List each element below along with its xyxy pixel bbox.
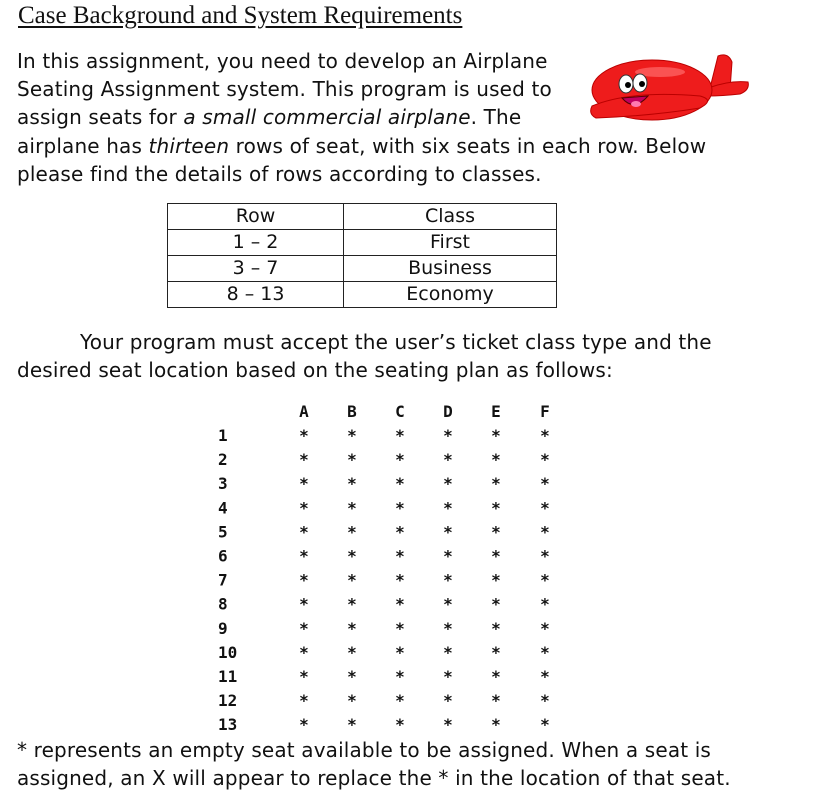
intro-line-4-c: rows of seat, with six seats in each row. Below [229, 134, 707, 158]
seat-marker: * [347, 618, 357, 638]
seat-row-label: 8 [218, 594, 228, 614]
seat-column-label: E [491, 402, 501, 421]
seat-marker: * [491, 498, 501, 518]
seat-marker: * [491, 642, 501, 662]
seat-column-label: D [443, 402, 453, 421]
seat-marker: * [540, 594, 550, 614]
airplane-mascot-icon [590, 50, 750, 128]
seat-marker: * [443, 498, 453, 518]
seat-marker: * [347, 522, 357, 542]
seat-marker: * [540, 570, 550, 590]
seat-marker: * [395, 522, 405, 542]
seat-marker: * [443, 715, 453, 735]
seat-marker: * [540, 498, 550, 518]
seat-column-label: A [299, 402, 309, 421]
row-range: 3 – 7 [168, 256, 344, 282]
seat-row-label: 10 [218, 642, 238, 662]
seat-marker: * [347, 715, 357, 735]
seat-marker: * [540, 426, 550, 445]
seat-column-label: F [540, 402, 550, 421]
seat-marker: * [443, 667, 453, 686]
seat-marker: * [491, 522, 501, 542]
seat-marker: * [299, 642, 309, 662]
intro-line-3-a: assign seats for [17, 105, 184, 129]
seat-marker: * [443, 594, 453, 614]
seat-marker: * [347, 594, 357, 614]
seat-marker: * [540, 618, 550, 638]
seat-row-label: 9 [218, 618, 228, 638]
seat-marker: * [443, 691, 453, 711]
seat-row-label: 13 [218, 715, 238, 735]
seat-marker: * [491, 546, 501, 566]
seat-row-label: 5 [218, 522, 228, 542]
intro-line-3 [17, 105, 521, 129]
seat-marker: * [491, 426, 501, 445]
seat-marker: * [540, 546, 550, 566]
seat-marker: * [395, 546, 405, 566]
seat-row-label: 6 [218, 546, 228, 566]
seat-marker: * [540, 474, 550, 494]
seat-row-label: 2 [218, 450, 228, 470]
seat-marker: * [347, 474, 357, 494]
seat-marker: * [491, 715, 501, 735]
seat-marker: * [299, 450, 309, 470]
seat-marker: * [347, 642, 357, 662]
seat-marker: * [347, 667, 357, 686]
seat-marker: * [299, 498, 309, 518]
class-name: Economy [344, 282, 557, 308]
class-name: First [344, 230, 557, 256]
class-table [167, 203, 557, 308]
intro-line-1: In this assignment, you need to develop an Airplane [17, 49, 548, 73]
seat-marker: * [395, 642, 405, 662]
seat-marker: * [443, 546, 453, 566]
seat-row-label: 4 [218, 498, 228, 518]
seat-row-label: 7 [218, 570, 228, 590]
seat-marker: * [491, 667, 501, 686]
seat-marker: * [443, 522, 453, 542]
seat-row-label: 11 [218, 667, 238, 686]
header-row: Row [168, 204, 344, 230]
seat-marker: * [299, 715, 309, 735]
seat-marker: * [491, 691, 501, 711]
class-table-header [168, 204, 557, 230]
seat-marker: * [347, 546, 357, 566]
plan-intro-line-1: Your program must accept the user’s ticket class type and the [80, 330, 712, 354]
seat-marker: * [540, 715, 550, 735]
seat-marker: * [395, 594, 405, 614]
seat-marker: * [540, 667, 550, 686]
intro-line-5: please find the details of rows according to classes. [17, 162, 542, 186]
footer-line-2: assigned, an X will appear to replace the * in the location of that seat. [17, 766, 731, 790]
seat-marker: * [395, 691, 405, 711]
intro-line-4-a: airplane has [17, 134, 149, 158]
table-row [168, 256, 557, 282]
seat-marker: * [395, 667, 405, 686]
seat-marker: * [299, 570, 309, 590]
seat-marker: * [540, 691, 550, 711]
seat-column-label: C [395, 402, 405, 421]
seat-marker: * [347, 570, 357, 590]
seat-marker: * [347, 450, 357, 470]
seat-marker: * [443, 474, 453, 494]
seat-marker: * [491, 618, 501, 638]
seat-row-label: 1 [218, 426, 228, 445]
seat-row-label: 12 [218, 691, 238, 711]
seat-marker: * [443, 426, 453, 445]
seat-marker: * [395, 570, 405, 590]
seat-marker: * [395, 498, 405, 518]
seat-marker: * [491, 474, 501, 494]
seat-marker: * [395, 618, 405, 638]
class-name: Business [344, 256, 557, 282]
seat-marker: * [540, 450, 550, 470]
seat-marker: * [540, 642, 550, 662]
intro-line-3-emphasis: a small commercial airplane [183, 105, 471, 129]
table-row [168, 282, 557, 308]
seat-marker: * [491, 450, 501, 470]
seat-marker: * [347, 426, 357, 445]
seat-row-label: 3 [218, 474, 228, 494]
table-row [168, 230, 557, 256]
intro-line-3-c: . The [470, 105, 522, 129]
row-range: 1 – 2 [168, 230, 344, 256]
seat-marker: * [395, 474, 405, 494]
intro-line-4 [17, 134, 706, 158]
seat-marker: * [299, 426, 309, 445]
seat-marker: * [395, 715, 405, 735]
seat-marker: * [299, 618, 309, 638]
header-class: Class [344, 204, 557, 230]
seat-marker: * [299, 546, 309, 566]
seat-marker: * [299, 667, 309, 686]
seat-marker: * [299, 691, 309, 711]
seat-marker: * [299, 522, 309, 542]
seat-marker: * [395, 450, 405, 470]
intro-line-2: Seating Assignment system. This program is used to [17, 77, 552, 101]
seat-marker: * [540, 522, 550, 542]
page-heading: Case Background and System Requirements [18, 2, 463, 29]
seat-marker: * [443, 570, 453, 590]
seat-marker: * [347, 691, 357, 711]
footer-line-1: * represents an empty seat available to be assigned. When a seat is [17, 738, 712, 762]
seat-marker: * [443, 642, 453, 662]
seat-marker: * [347, 498, 357, 518]
seat-marker: * [299, 594, 309, 614]
intro-line-4-emphasis: thirteen [148, 134, 230, 158]
plan-intro-line-2: desired seat location based on the seating plan as follows: [17, 358, 613, 382]
seat-marker: * [491, 570, 501, 590]
seat-marker: * [443, 618, 453, 638]
seat-column-label: B [347, 402, 357, 421]
seat-marker: * [443, 450, 453, 470]
seat-marker: * [395, 426, 405, 445]
seat-marker: * [491, 594, 501, 614]
row-range: 8 – 13 [168, 282, 344, 308]
seat-marker: * [299, 474, 309, 494]
